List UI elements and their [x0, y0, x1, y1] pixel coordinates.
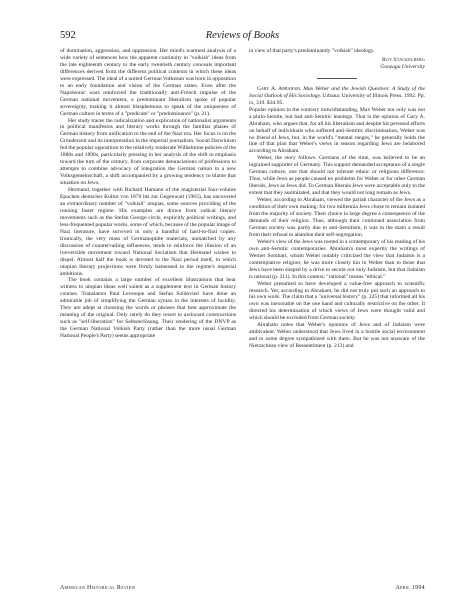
book-details: Urbana: University of Illinois Press. 1992. Pp. ix, 319. $34.95. [249, 92, 425, 106]
paragraph: of domination, aggression, and oppression. Her mind's warmest analysis of a wide variety of sentences how the apparent continuity in "volkish" ideas from the late eighteenth century to the early twentieth century conceals important differences derived from the different political contexts in which these ideas were expressed. The ideal of a united German Volkstum was born in opposition to an early foundation and vision of the German states. Even after the Napoleonic wars reinforced the traditionally anti-French impulse of the German national movement, a predominant liberalism spoke of popular sovereignty, making it almost blasphemous to speak of the uniqueness of German culture in terms of a "predicate" or "predominance" (p. 21). [60, 48, 236, 117]
left-column [60, 48, 236, 340]
paragraph: Hermand, together with Richard Hamann of the magisterial four-volume Epochen deutscher Kultur von 1870 bis zur Gegenwart (1965), has uncovered an extraordinary number of "volkish" utopias, some sources providing of the running faster regime. His examples are drawn from radical literary movements such as the Stefan George circle, explicitly political writings, and less-frequented popular works, some of which, because of the popular image of Nazi literature, have survived in only a handful of hard-to-find copies. Ironically, the very mass of Germanophile materials, unmatched by any discussion of countervailing influences, tends to reinforce the illusion of an irreversible movement toward National Socialism that Hermand wishes to dispel. Almost half the book is devoted to the Nazi period itself, in which utopian literary projections were firmly harnessed to the regime's imperial ambitions. [60, 187, 236, 277]
paragraph: The book contains a large number of excellent illustrations that bear witness to utopian ideas well suited as a supplement text in German history courses. Translators Paul Levesque and Stefan Soldovieri have done an admirable job of simplifying the German syntax in the interests of lucidity. They are adept at choosing the words or phrases that best approximate the meaning of the original. Only rarely do they resort to awkward constructions such as "self-liberation" for Selbsterlösung. Their rendering of the DNVP as the German National Volkish Party (rather than the more usual German National People's Party) seems appropriate [60, 277, 236, 340]
book-citation [249, 86, 425, 107]
journal-title: Reviews of Books [205, 30, 280, 41]
running-footer [60, 585, 425, 595]
paragraph: Popular opinion to the contrary notwithstanding, Max Weber not only was not a philo-Semite, but had anti-Semitic leanings. That is the opinion of Gary A. Abraham, who argues that, for all his liberalism and despite his personal efforts on behalf of individuals who suffered anti-Semitic discrimination, Weber was no friend of Jews, but, in the world's "mental ranges," he generally holds the line of that plan that Weber's views in reason regarding Jews are belabored according to Abraham. [249, 106, 425, 155]
paragraph-continued: in view of that party's predominantly "volkish" ideology. [249, 48, 375, 54]
book-author: Gary A. Abraham. [257, 85, 302, 92]
paragraph: Weber, the story follows. Germans of the time, was believed to be an ingrained supporter of Germany. This support demanded acceptance of a single German culture, one that should not tolerate ethnic or religious difference. Thus, while Jews as people caused no problems for Weber or for other German liberals, Jews as Jews did. To German liberals Jews were acceptable only to the extent that they assimilated, and that they would not long remain as Jews. [249, 155, 425, 197]
paragraph: Abraham notes that Weber's opinions of Jews and of Judaism were ambivalent. Weber understood that Jews lived in a hostile social environment and to some degree sympathized with them. But he was not unaware of the Nietzschean view of Ressentiment (p. 213) and [249, 322, 425, 350]
paragraph: Weber, according to Abraham, viewed the pariah character of the Jews as a condition of their own making: for two millennia Jews chose to remain isolated from the majority of society. Their choice in large degree a consequence of the demands of their religion. Thus, although their continued association from German society was partly due to anti-Semitism, it was in the main a result from their refusal to abandon their self-segregation. [249, 197, 425, 238]
reviewer-affiliation: Gonzaga University [380, 63, 425, 70]
book-title: Max Weber and the Jewish Question: A Study of the Social Outlook of His Sociology. [249, 85, 425, 99]
page-number: 592 [60, 30, 76, 41]
right-column [249, 48, 425, 350]
paragraph: Weber presumed to have developed a value-free approach to scientific research. Yet, according to Abraham, he did not truly put such an approach to his own work. The claim that a "universal history" (p. 225) that informed all his own was inexorable on the one hand and culturally restrictive on the other. It directed his determination of which views of Jews were thought valid and which should be excluded from German society. [249, 280, 425, 322]
running-head [60, 30, 425, 44]
reviewer-signature [249, 57, 425, 71]
reviewer-name: Roy Stackelberg [382, 56, 425, 63]
section-divider [317, 78, 357, 79]
footer-journal-name: American Historical Review [60, 585, 136, 591]
paragraph: Her study traces the radicalization and explication of nationalist arguments in political manifestos and literary works through the familiar phases of German history from unification to the end of the Nazi era. Her focus is on the Gründerzeit and its interpretation in the imperial journalism. Social Darwinism fed the popular opposition to the relatively moderate Wilhelmine policies of the 1880s and 1890s, particularly pressing in her analysis of the shift to emphasis toward the turn of the century, from corporate denunciations of professions to attempts to combine advocacy of integration the German nation in a new Volksgemeinschaft, a shift accompanied by a growing tendency to blame that situation on Jews. [60, 117, 236, 187]
footer-issue-date: April 1994 [395, 585, 425, 591]
paragraph: Weber's view of the Jews was rooted in a contemporary of his reading of his own anti-Semitic contemporaries. Abraham's most expertly the writings of Werner Sombart, whom Weber notably criticized the view that Judaism is a contemplative religion; he was more closely kin to Weber than to those that Jews have been shaped by a drive to secure not only Judaism, but that Judaism is rational (p. 211). In this context, "rational" means "ethical." [249, 238, 425, 280]
